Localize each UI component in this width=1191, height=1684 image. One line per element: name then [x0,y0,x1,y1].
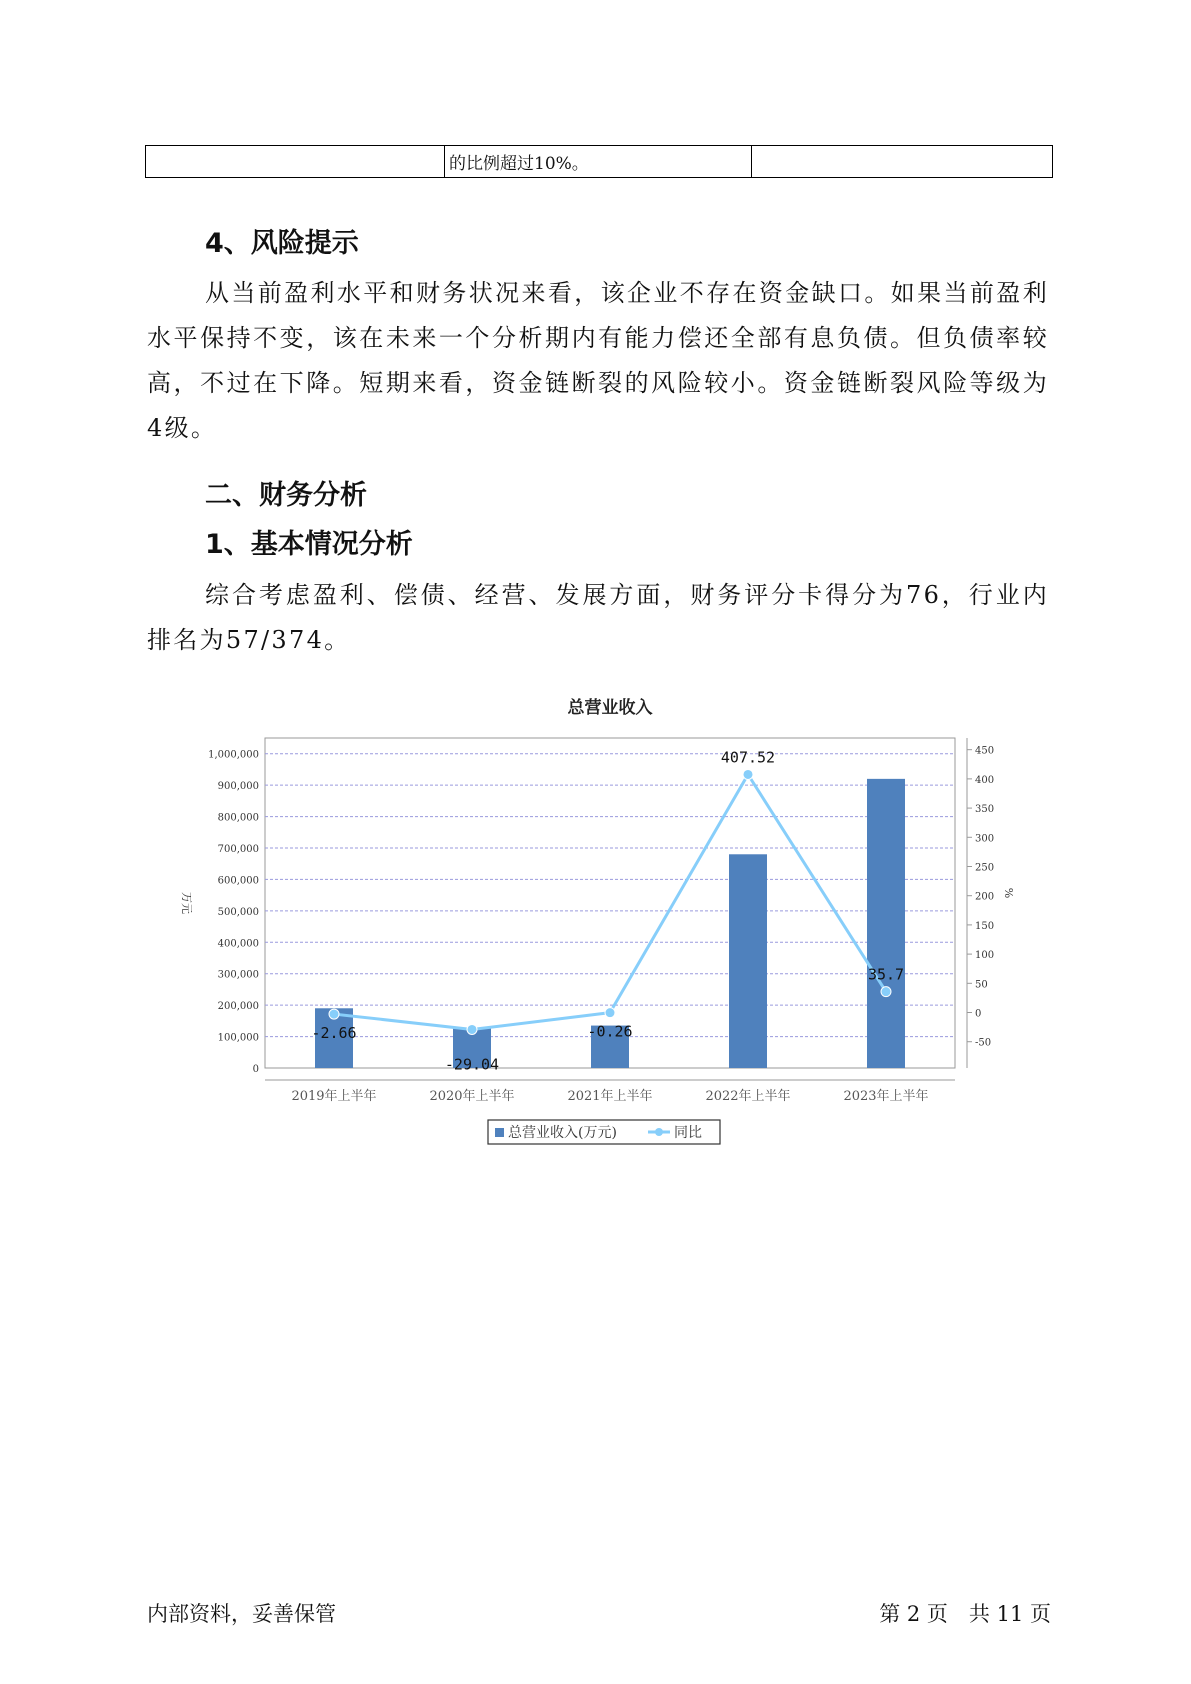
legend-bar-swatch [495,1128,504,1137]
y-right-tick-label: 100 [975,950,995,962]
table-row [146,146,1053,178]
y-right-tick-label: 300 [975,833,995,845]
x-tick-label: 2021年上半年 [567,1089,653,1104]
x-tick-label: 2022年上半年 [705,1089,791,1104]
y-tick-label: 0 [252,1064,259,1075]
y-right-tick-label: 150 [975,920,995,932]
revenue-bar [867,779,905,1068]
basic-analysis-paragraph: 综合考虑盈利、偿债、经营、发展方面，财务评分卡得分为76，行业内排名为57/374。 [147,581,1049,654]
yoy-data-label: -29.04 [444,1055,500,1074]
y-axis-label: 万元 [180,892,193,914]
y-tick-label: 100,000 [217,1032,259,1044]
x-tick-label: 2023年上半年 [843,1089,929,1104]
y-right-tick-label: 50 [975,979,988,991]
yoy-data-label: -0.26 [587,1022,633,1041]
legend-line-label: 同比 [674,1125,702,1141]
y-tick-label: 200,000 [217,1001,259,1013]
yoy-point [605,1008,615,1018]
yoy-data-label: 407.52 [720,748,776,767]
yoy-data-label: 35.7 [867,965,905,984]
x-tick-label: 2019年上半年 [291,1089,377,1104]
y-right-tick-label: 400 [975,774,995,786]
table-cell: 的比例超过10%。 [445,146,752,178]
yoy-point [329,1009,339,1019]
revenue-bar [729,854,767,1068]
y-tick-label: 700,000 [217,844,259,855]
y-right-tick-label: 0 [975,1008,982,1020]
footer-confidential: 内部资料，妥善保管 [147,1602,336,1626]
criteria-table-fragment [145,145,1053,178]
table-cell [752,146,1053,178]
y-tick-label: 500,000 [217,906,259,918]
y-tick-label: 400,000 [217,938,259,950]
yoy-point [743,769,753,779]
y-right-axis-label: % [1002,887,1015,899]
table-cell [146,146,445,178]
subsection-heading-basic: 1、基本情况分析 [205,529,413,560]
yoy-point [881,987,891,997]
y-right-tick-label: 450 [975,745,995,757]
legend-line-marker [655,1128,663,1136]
yoy-line [334,774,886,1029]
y-tick-label: 900,000 [217,781,259,793]
section-heading-risk: 4、风险提示 [205,228,359,259]
y-right-tick-label: 250 [975,862,995,874]
revenue-chart [170,688,1030,1148]
y-tick-label: 300,000 [217,969,259,981]
chart-title: 总营业收入 [567,698,653,718]
legend-bar-label: 总营业收入(万元) [508,1125,617,1141]
y-right-tick-label: 350 [975,804,995,816]
yoy-data-label: -2.66 [311,1024,357,1043]
y-tick-label: 1,000,000 [208,749,259,761]
y-right-tick-label: -50 [975,1037,992,1049]
footer-page-number: 第 2 页 共 11 页 [879,1602,1051,1626]
part-heading-financial-analysis: 二、财务分析 [205,480,367,511]
y-tick-label: 600,000 [217,875,259,887]
x-tick-label: 2020年上半年 [429,1089,515,1104]
yoy-point [467,1024,477,1034]
y-right-tick-label: 200 [975,891,995,903]
y-tick-label: 800,000 [217,812,259,824]
risk-paragraph: 从当前盈利水平和财务状况来看，该企业不存在资金缺口。如果当前盈利水平保持不变，该在未来一个分析期内有能力偿还全部有息负债。但负债率较高，不过在下降。短期来看，资金链断裂的风险较小。资金链断裂风险等级为4级。 [147,279,1049,442]
